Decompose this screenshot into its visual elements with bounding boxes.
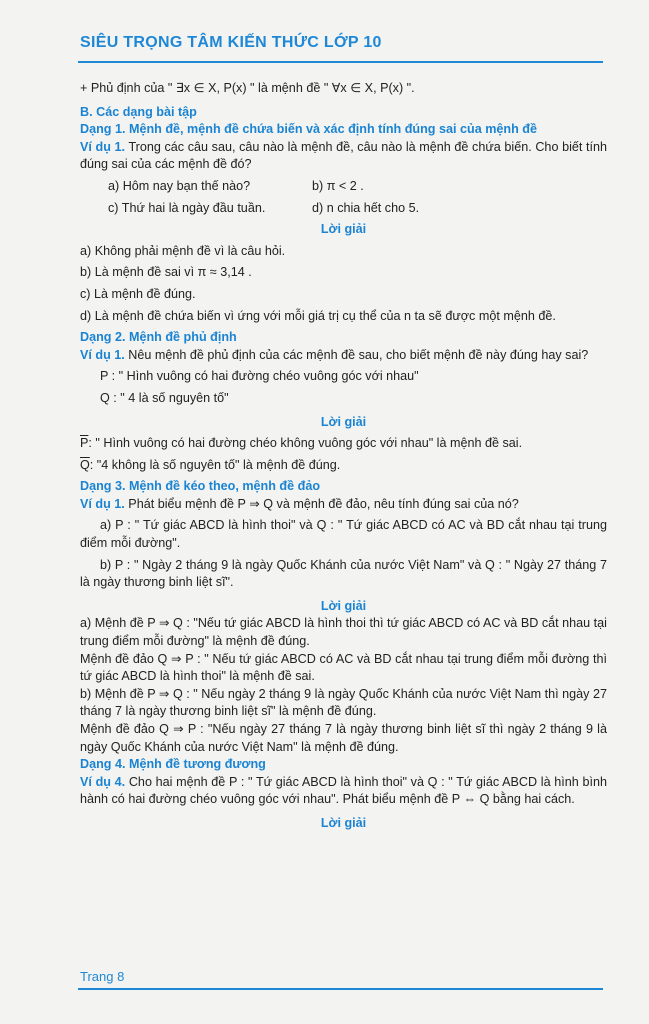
page-number: Trang 8 [80,969,125,984]
solution-heading: Lời giải [320,414,367,429]
solution-3a-converse: Mệnh đề đảo Q ⇒ P : " Nếu tứ giác ABCD có AC và BD cắt nhau tại trung điểm mỗi đường thì tứ giác ABCD là hình thoi" là mệnh đề sai. [80,651,607,684]
example-3 [80,496,607,514]
example-text: Phát biểu mệnh đề P ⇒ Q và mệnh đề đảo, nêu tính đúng sai của nó? [124,496,519,511]
dang-1-heading: Dạng 1. Mệnh đề, mệnh đề chứa biến và xác định tính đúng sai của mệnh đề [80,122,537,137]
example-text: Trong các câu sau, câu nào là mệnh đề, câu nào là mệnh đề chứa biến. Cho biết tính đúng sai của các mệnh đề đó? [80,139,608,172]
solution-3b-converse: Mệnh đề đảo Q ⇒ P : "Nếu ngày 27 tháng 7 là ngày thương binh liệt sĩ thì ngày 2 tháng 9 là ngày Quốc Khánh của nước Việt Nam" là mệnh đề đúng. [80,722,607,754]
dang-4-heading: Dạng 4. Mệnh đề tương đương [80,757,266,772]
example-label: Ví dụ 1. [80,496,125,511]
solution-text: : " Hình vuông có hai đường chéo không vuông góc với nhau" là mệnh đề sai. [88,436,523,451]
example-text: Cho hai mệnh đề P : " Tứ giác ABCD là hình thoi" và Q : " Tứ giác ABCD là hình bình hành có hai đường chéo vuông góc với nhau". Phát biểu mệnh đề P ⇔ Q bằng hai cách. [80,774,607,807]
negation-rule: + Phủ định của " ∃x ∈ X, P(x) " là mệnh đề " ∀x ∈ X, P(x) ". [80,81,415,95]
page-content [80,80,607,833]
dang-3-heading: Dạng 3. Mệnh đề kéo theo, mệnh đề đảo [80,479,321,494]
statement-p: P : " Hình vuông có hai đường chéo vuông góc với nhau" [100,369,419,384]
solution-1b: b) Là mệnh đề sai vì π ≈ 3,14 . [80,265,252,280]
solution-3a: a) Mệnh đề P ⇒ Q : "Nếu tứ giác ABCD là hình thoi thì tứ giác ABCD có AC và BD cắt nhau tại trung điểm mỗi đường" là mệnh đề đúng. [80,616,607,649]
negation-symbol-p: $\overline{P}$ [80,436,89,451]
running-header: SIÊU TRỌNG TÂM KIẾN THỨC LỚP 10 [80,34,382,51]
solution-1d: d) Là mệnh đề chứa biến vì ứng với mỗi giá trị cụ thể của n ta sẽ được một mệnh đề. [80,308,556,323]
options-row-2 [80,200,607,218]
example-label: Ví dụ 4. [80,774,126,789]
example-1 [80,139,607,174]
option-a: a) Hôm nay bạn thế nào? [108,178,251,193]
header-rule [78,61,603,63]
solution-heading: Lời giải [320,222,367,237]
example-text: Nêu mệnh đề phủ định của các mệnh đề sau, cho biết mệnh đề này đúng hay sai? [124,347,589,362]
example-3a: a) P : " Tứ giác ABCD là hình thoi" và Q : " Tứ giác ABCD có AC và BD cắt nhau tại trung điểm mỗi đường". [80,518,607,551]
option-b: b) π < 2 . [312,178,364,193]
solution-3b: b) Mệnh đề P ⇒ Q : " Nếu ngày 2 tháng 9 là ngày Quốc Khánh của nước Việt Nam thì ngày 27 tháng 7 là ngày thương binh liệt sĩ" là mệnh đề đúng. [80,686,607,719]
section-b-heading: B. Các dạng bài tập [80,104,197,119]
negation-symbol-q: $\overline{Q}$ [80,457,90,472]
statement-q: Q : " 4 là số nguyên tố" [100,390,229,405]
option-d: d) n chia hết cho 5. [312,200,420,215]
dang-2-heading: Dạng 2. Mệnh đề phủ định [80,330,237,345]
solution-heading: Lời giải [320,815,367,830]
example-label: Ví dụ 1. [80,139,126,154]
options-row-1 [80,178,607,196]
solution-1a: a) Không phải mệnh đề vì là câu hỏi. [80,243,286,258]
example-3b: b) P : " Ngày 2 tháng 9 là ngày Quốc Khánh của nước Việt Nam" và Q : " Ngày 27 tháng 7 là ngày thương binh liệt sĩ". [80,557,607,590]
solution-2q [80,457,607,475]
option-c: c) Thứ hai là ngày đầu tuần. [108,200,266,215]
solution-2p [80,435,607,453]
footer-rule [78,988,603,990]
solution-heading: Lời giải [320,598,367,613]
example-2 [80,347,607,365]
example-label: Ví dụ 1. [80,347,125,362]
solution-1c: c) Là mệnh đề đúng. [80,286,196,301]
solution-text: : "4 không là số nguyên tố" là mệnh đề đúng. [89,457,341,472]
example-4 [80,774,607,809]
